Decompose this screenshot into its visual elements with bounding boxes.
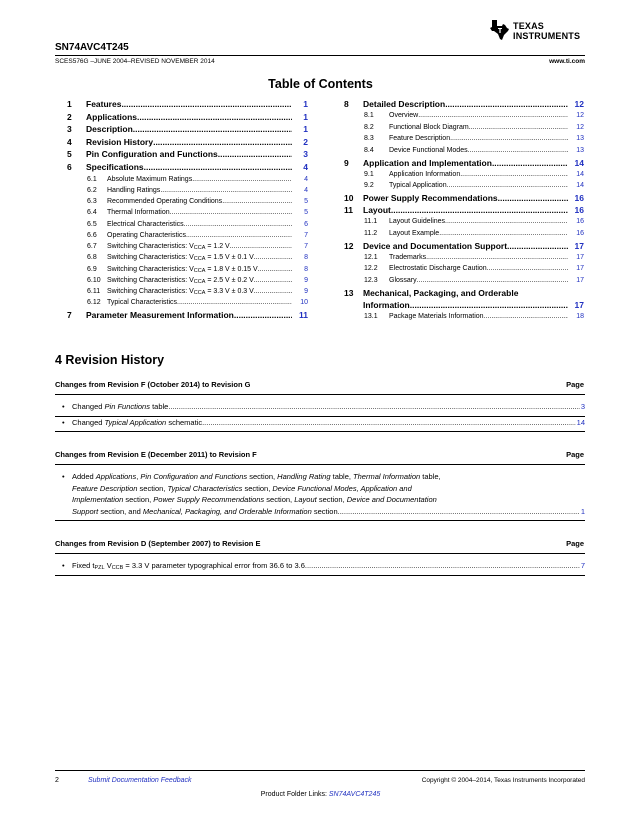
toc-entry-page-link[interactable]: 2 [303,136,308,147]
toc-entry[interactable] [67,187,308,198]
toc-entry-text: Application Information [389,170,461,178]
toc-entry-number: 7 [67,309,72,320]
toc-entry-number: 4 [67,136,72,147]
change-item-line [72,417,585,429]
toc-entry-text: Operating Characteristics [107,231,186,239]
toc-leader-dots [222,198,292,205]
subscript: CCA [193,245,206,252]
toc-entry-page-link[interactable]: 4 [304,186,308,194]
toc-leader-dots [410,301,568,310]
toc-entry[interactable] [67,163,308,174]
change-section-heading [55,380,585,393]
toc-entry-number: 1 [67,99,72,109]
toc-entry-label [363,194,568,203]
toc-leader-dots [160,187,292,194]
toc-entry[interactable] [344,254,584,265]
toc-entry-page-link[interactable]: 14 [574,157,584,168]
toc-leader-dots [439,230,568,237]
toc-entry-page-link[interactable]: 4 [303,162,308,172]
toc-entry-label [107,198,292,205]
leader-dots [307,560,580,572]
subscript: CCB [111,565,124,571]
page-column-label: Page [566,380,584,389]
toc-entry[interactable] [344,112,584,123]
toc-title: Table of Contents [268,77,373,91]
toc-entry-number: 9 [344,157,349,168]
toc-entry[interactable] [344,194,584,205]
toc-entry-text: Electrical Characteristics [107,220,184,228]
toc-leader-dots [391,206,568,215]
toc-entry-text: Overview [389,112,419,120]
item-separator [55,575,585,576]
toc-entry-text: Switching Characteristics: $V_{CCA} = 1.8$ V ± 0.15 V [107,265,258,274]
change-item [62,471,585,517]
toc-entry-number: 11.2 [364,230,378,237]
toc-entry-page-link[interactable]: 5 [304,209,308,217]
toc-entry-page-link[interactable]: 13 [576,135,584,143]
toc-entry-label [107,209,292,216]
revision-line: SCES576G –JUNE 2004–REVISED NOVEMBER 2014 [55,58,215,65]
toc-leader-dots [469,124,568,131]
toc-entry[interactable] [67,198,308,209]
toc-entry-label [86,100,292,109]
toc-entry-text: Switching Characteristics: $V_{CCA} = 2.5$ V ± 0.2 V [107,276,254,285]
toc-entry-text: Device Functional Modes [389,147,468,154]
bullet-icon: • [62,561,65,570]
toc-entry-label [363,159,568,168]
toc-entry-text: Package Materials Information [389,313,484,320]
toc-entry[interactable] [67,288,308,299]
toc-entry-text: Thermal Information [107,209,170,217]
toc-leader-dots [218,150,292,159]
subscript: CCA [193,290,206,297]
toc-entry-page-link[interactable]: 14 [576,182,584,190]
toc-entry[interactable] [344,100,584,111]
toc-entry-text: Detailed Description [363,99,446,109]
toc-entry[interactable] [344,242,584,253]
leader-dots [170,401,579,413]
toc-leader-dots [450,135,568,142]
subscript: PZL [94,565,105,571]
change-item [62,401,585,413]
toc-entry-page-link[interactable]: 17 [576,265,584,273]
toc-entry-text: Absolute Maximum Ratings [107,175,193,183]
toc-entry[interactable] [344,277,584,288]
toc-entry-text: Applications [86,111,138,122]
change-item-text [72,417,585,429]
change-item-segment: Fixed $t_{PZL}$ $V_{CCB} = 3.3$ V parameter typographical error from 36.6 to 3.6. [72,561,307,571]
toc-entry-label [389,112,568,119]
toc-entry-label [86,138,292,147]
toc-entry-label [86,125,292,134]
toc-entry-page-link[interactable]: 18 [576,313,584,320]
toc-entry-page-link[interactable]: 14 [576,170,584,178]
toc-entry-label [107,221,292,228]
header-rule [55,55,585,56]
toc-leader-dots [254,288,292,297]
toc-leader-dots [417,277,568,284]
change-item-line [72,494,585,506]
toc-entry-label [107,277,292,286]
toc-entry[interactable] [344,313,584,324]
toc-entry-label [107,243,292,252]
change-item-segment: Changed Typical Application schematic. [72,417,205,427]
change-page-link[interactable]: 3 [580,402,585,411]
toc-entry-number: 6.2 [87,186,97,194]
toc-entry-number: 5 [67,149,72,160]
toc-entry-text: Trademarks [389,253,427,261]
toc-leader-dots [426,254,568,261]
product-folder-links [0,791,641,798]
toc-entry-text: Feature Description [389,135,451,143]
toc-entry-text: Application and Implementation [363,157,492,168]
toc-entry-label [107,176,292,183]
toc-leader-dots [170,209,292,216]
toc-entry-page-link[interactable]: 4 [304,175,308,183]
toc-entry-label [389,124,568,131]
toc-leader-dots [484,313,568,320]
toc-leader-dots [230,243,292,252]
toc-entry-number: 9.2 [364,182,374,190]
toc-entry[interactable] [67,266,308,277]
toc-entry[interactable] [344,182,584,193]
subscript: CCA [193,267,206,274]
leader-dots [338,506,580,518]
toc-entry-page-link[interactable]: 7 [304,243,308,251]
toc-entry-label [86,311,292,320]
feedback-link[interactable]: Submit Documentation Feedback [88,777,192,784]
toc-entry-text: Handling Ratings [107,186,161,194]
toc-entry[interactable] [344,289,584,300]
toc-entry-page-link[interactable]: 5 [304,198,308,206]
toc-entry[interactable] [344,135,584,146]
toc-entry-page-link[interactable]: 17 [574,240,584,251]
toc-entry-text: Recommended Operating Conditions [107,198,223,206]
toc-entry-text: Switching Characteristics: $V_{CCA} = 3.3$ V ± 0.3 V [107,288,254,297]
toc-entry-label [389,230,568,237]
toc-entry-page-link[interactable]: 11 [299,309,308,320]
toc-entry-number: 6.12 [87,299,101,307]
toc-entry-page-link[interactable]: 6 [304,220,308,228]
toc-entry-label [107,254,292,263]
toc-entry[interactable] [344,218,584,229]
toc-entry-text: Layout Example [389,230,440,237]
page-column-label: Page [566,539,584,548]
toc-entry-text: Functional Block Diagram [389,123,469,131]
toc-entry-text: Typical Characteristics [107,299,178,307]
toc-entry-label [86,150,292,159]
product-links-label: Product Folder Links: [260,791,329,798]
toc-leader-dots [254,254,292,263]
toc-entry-text: Parameter Measurement Information [86,309,234,320]
toc-entry-number: 6.5 [87,220,97,228]
subscript: CCA [193,278,206,285]
toc-entry-label [86,113,292,122]
change-item-line [72,560,585,572]
subscript: CCA [193,256,206,263]
texas-state-icon [489,18,511,42]
toc-entry-number: 2 [67,111,72,122]
change-section-heading [55,539,585,552]
toc-leader-dots [234,311,292,320]
toc-entry-page-link[interactable]: 17 [574,299,584,310]
part-number: SN74AVC4T245 [55,42,129,53]
section-rule [55,553,585,554]
toc-leader-dots [460,171,568,178]
toc-entry-number: 6 [67,162,72,172]
bullet-icon: • [62,402,65,411]
toc-entry-page-link[interactable]: 12 [574,99,584,109]
toc-entry-number: 13 [344,287,354,298]
change-item [62,417,585,429]
toc-entry[interactable] [344,206,584,217]
toc-entry[interactable] [67,150,308,161]
change-item-segment: Implementation section, Power Supply Recommendations section, Layout section, Device and Documentation [72,495,437,504]
toc-entry-text: Typical Application [389,182,447,190]
toc-entry-number: 12 [344,240,354,251]
toc-entry-page-link[interactable]: 16 [574,205,584,216]
toc-entry[interactable] [67,277,308,288]
toc-entry-number: 8 [344,99,349,109]
toc-entry[interactable] [67,113,308,124]
toc-entry-number: 11.1 [364,218,378,226]
section-rule [55,464,585,465]
toc-entry-text: Features [86,99,122,109]
toc-entry-page-link[interactable]: 17 [576,277,584,284]
change-section-title: Changes from Revision F (October 2014) to Revision G [55,380,251,389]
toc-entry-label [389,265,568,272]
toc-leader-dots [186,232,292,239]
toc-entry-page-link[interactable]: 12 [576,123,584,131]
product-link[interactable]: SN74AVC4T245 [328,791,381,798]
toc-entry[interactable] [67,221,308,232]
toc-entry-label [363,242,568,251]
leader-dots [204,417,575,429]
toc-entry-page-link[interactable]: 1 [303,124,308,135]
toc-entry-number: 8.2 [364,123,374,131]
toc-entry[interactable] [344,230,584,241]
toc-leader-dots [507,242,568,251]
toc-leader-dots [487,265,568,272]
toc-leader-dots [258,266,292,275]
toc-entry-number: 6.4 [87,209,97,217]
copyright: Copyright © 2004–2014, Texas Instruments Incorporated [421,777,585,784]
toc-entry-text: Switching Characteristics: $V_{CCA} = 1.2$ V [107,243,230,252]
toc-entry-label [107,187,292,194]
toc-entry-page-link[interactable]: 10 [300,299,308,307]
toc-entry[interactable] [67,100,308,111]
toc-entry-number: 6.8 [87,254,97,262]
toc-entry[interactable] [344,124,584,135]
toc-leader-dots [447,182,568,189]
toc-entry[interactable] [67,232,308,243]
change-section-title: Changes from Revision D (September 2007) to Revision E [55,539,261,548]
toc-entry-number: 13.1 [364,313,378,320]
change-section-heading [55,450,585,463]
toc-entry-label [107,288,292,297]
toc-entry-text: Pin Configuration and Functions [86,149,218,160]
toc-leader-dots [121,100,292,109]
change-item-segment: Added Applications, Pin Configuration and Functions section, Handling Rating table, Thermal Information table, [72,472,441,481]
toc-entry-label [363,206,568,215]
toc-entry-label [107,266,292,275]
toc-entry[interactable] [67,138,308,149]
change-page-link[interactable]: 1 [580,506,585,516]
toc-leader-dots [184,221,292,228]
toc-entry-page-link[interactable]: 17 [576,253,584,261]
toc-entry-number: 12.3 [364,277,378,284]
toc-entry-text: Electrostatic Discharge Caution [389,265,487,273]
page-column-label: Page [566,450,584,459]
toc-entry-label [389,254,568,261]
toc-entry[interactable] [344,159,584,170]
toc-entry[interactable] [344,147,584,158]
toc-entry-number: 6.9 [87,265,97,273]
ti-logo [489,18,589,46]
toc-entry[interactable] [67,299,308,310]
toc-entry-label [389,135,568,142]
toc-leader-dots [133,125,292,134]
change-item [62,560,585,572]
item-separator [55,520,585,521]
toc-entry-label [389,218,568,225]
toc-entry-page-link[interactable]: 16 [576,218,584,226]
toc-entry[interactable] [344,265,584,276]
change-item-line [72,483,585,495]
toc-entry-label [363,100,568,109]
toc-entry-text: Information [363,299,410,310]
toc-entry-text: Glossary [389,277,417,284]
toc-entry-label [389,313,568,320]
toc-leader-dots [445,218,568,225]
site-url[interactable]: www.ti.com [549,58,585,65]
change-page-link[interactable]: 14 [576,417,585,427]
toc-entry-label [363,289,518,298]
toc-entry-text: Switching Characteristics: $V_{CCA} = 1.5$ V ± 0.1 V [107,254,254,263]
change-page-link[interactable]: 7 [580,561,585,570]
toc-entry-text: Revision History [86,136,154,147]
toc-leader-dots [137,113,292,122]
section-rule [55,394,585,395]
toc-entry-page-link[interactable]: 16 [574,193,584,203]
change-item-text [72,401,585,413]
toc-entry-number: 8.1 [364,112,374,120]
toc-entry-text: Mechanical, Packaging, and Orderable [363,287,519,298]
toc-entry-text: Power Supply Recommendations [363,193,498,203]
change-item-line [72,506,585,518]
toc-entry-number: 6.10 [87,276,101,284]
revision-history-title: 4 Revision History [55,353,165,367]
toc-entry-page-link[interactable]: 3 [303,149,308,160]
change-section-title: Changes from Revision E (December 2011) to Revision F [55,450,257,459]
toc-entry-number: 12.2 [364,265,378,273]
toc-entry-text: Specifications [86,162,144,172]
footer-rule [55,770,585,771]
toc-entry-label [389,277,568,284]
toc-entry-page-link[interactable]: 13 [576,147,584,154]
toc-leader-dots [468,147,568,154]
toc-entry[interactable] [67,311,308,322]
toc-entry-text: Layout [363,205,391,216]
toc-leader-dots [254,277,292,286]
toc-entry[interactable] [67,254,308,265]
toc-entry-label [107,232,292,239]
toc-entry-label [86,163,292,172]
change-item-segment: Support section, and Mechanical, Packaging, and Orderable Information section [72,506,338,516]
toc-entry-label [389,147,568,154]
toc-leader-dots [177,299,292,306]
toc-entry-page-link[interactable]: 7 [304,231,308,239]
toc-entry-number: 6.1 [87,175,97,183]
toc-leader-dots [192,176,292,183]
toc-entry-label [389,171,568,178]
toc-entry-text: Device and Documentation Support [363,240,508,251]
toc-entry-page-link[interactable]: 8 [304,254,308,262]
change-item-segment: Feature Description section, Typical Characteristics section, Device Functional Modes, Application and [72,483,412,493]
toc-entry-text: Description [86,124,133,135]
bullet-icon: • [62,472,65,481]
change-item-text [72,471,585,517]
toc-leader-dots [144,163,292,172]
toc-entry-number: 6.6 [87,231,97,239]
toc-leader-dots [498,194,568,203]
toc-entry-number: 9.1 [364,170,374,178]
toc-entry-label [389,182,568,189]
page-number: 2 [55,777,59,784]
toc-entry-page-link[interactable]: 9 [304,276,308,284]
toc-entry-page-link[interactable]: 1 [303,111,308,122]
toc-entry-number: 8.4 [364,147,374,154]
change-item-line [72,471,585,483]
change-item-text [72,560,585,572]
toc-entry-number: 8.3 [364,135,374,143]
toc-leader-dots [153,138,292,147]
toc-entry-number: 6.7 [87,243,97,251]
toc-entry-number: 3 [67,124,72,135]
toc-entry-text: Layout Guidelines [389,218,446,226]
toc-entry-page-link[interactable]: 8 [304,265,308,273]
bullet-icon: • [62,417,65,427]
toc-leader-dots [418,112,568,119]
toc-entry-number: 10 [344,193,354,203]
change-item-segment: Changed Pin Functions table. [72,402,171,411]
toc-entry[interactable] [67,176,308,187]
toc-entry-page-link[interactable]: 1 [303,99,308,109]
toc-leader-dots [492,159,568,168]
toc-entry[interactable] [67,243,308,254]
item-separator [55,431,585,432]
toc-entry-number: 11 [344,205,353,216]
change-item-line [72,401,585,413]
toc-leader-dots [445,100,568,109]
toc-entry-label [363,301,568,310]
toc-entry-page-link[interactable]: 16 [576,230,584,237]
toc-entry-page-link[interactable]: 9 [304,288,308,296]
toc-entry-number: 12.1 [364,253,378,261]
toc-entry[interactable] [344,171,584,182]
toc-entry[interactable] [67,209,308,220]
toc-entry-number: 6.3 [87,198,97,206]
toc-entry-continuation[interactable] [344,301,584,312]
toc-entry-number: 6.11 [87,288,101,296]
toc-entry[interactable] [67,125,308,136]
toc-entry-label [107,299,292,306]
logo-wordmark: TEXAS INSTRUMENTS [513,21,581,41]
toc-entry-page-link[interactable]: 12 [576,112,584,120]
